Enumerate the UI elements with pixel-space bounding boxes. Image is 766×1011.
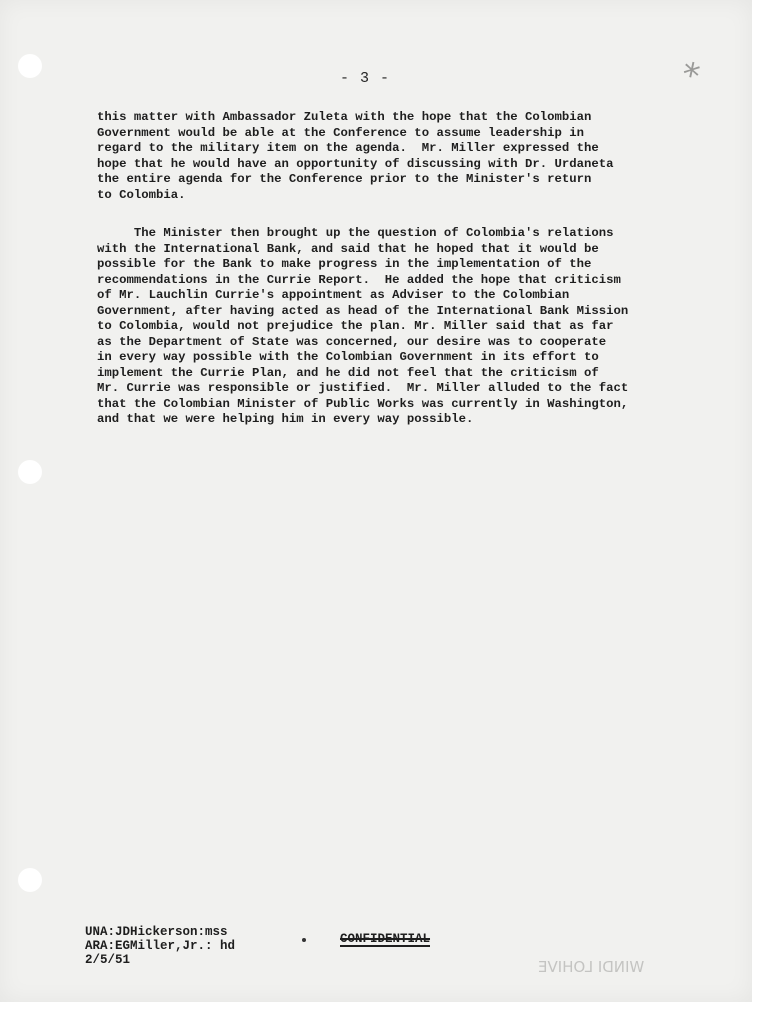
punch-hole xyxy=(18,54,42,78)
page-number: - 3 - xyxy=(340,70,391,87)
bleed-through-text: WINDI LOHIVE xyxy=(538,958,645,976)
punch-hole xyxy=(18,460,42,484)
drafting-initials xyxy=(85,925,235,967)
paragraph-2: The Minister then brought up the question of Colombia's relations with the International Bank, and said that he hoped that it would be possible for the Bank to make progress in the implementation of the recommendations in the Currie Report. He added the hope that criticism of Mr. Lauchlin Currie's appointment as Adviser to the Colombian Government, after having acted as head of the International Bank Mission to Colombia, would not prejudice the plan. Mr. Miller said that as far as the Department of State was concerned, our desire was to cooperate in every way possible with the Colombian Government in its effort to implement the Currie Plan, and he did not feel that the criticism of Mr. Currie was responsible or justified. Mr. Miller alluded to the fact that the Colombian Minister of Public Works was currently in Washington, and that we were helping him in every way possible. xyxy=(97,226,629,426)
classification-stamp-struck: CONFIDENTIAL xyxy=(340,932,431,946)
footer-line-3: 2/5/51 xyxy=(85,953,131,967)
paragraph-1: this matter with Ambassador Zuleta with the hope that the Colombian Government would be able at the Conference to assume leadership in regard to the military item on the agenda. Mr. Miller expressed the hope that he would have an opportunity of discussing with Dr. Urdaneta the entire agenda for the Conference prior to the Minister's return to Colombia. xyxy=(97,110,614,202)
ink-dot xyxy=(302,938,306,942)
punch-hole xyxy=(18,868,42,892)
handwritten-asterisk-mark: * xyxy=(678,54,703,98)
footer-line-1: UNA:JDHickerson:mss xyxy=(85,925,228,939)
footer-line-2: ARA:EGMiller,Jr.: hd xyxy=(85,939,236,953)
